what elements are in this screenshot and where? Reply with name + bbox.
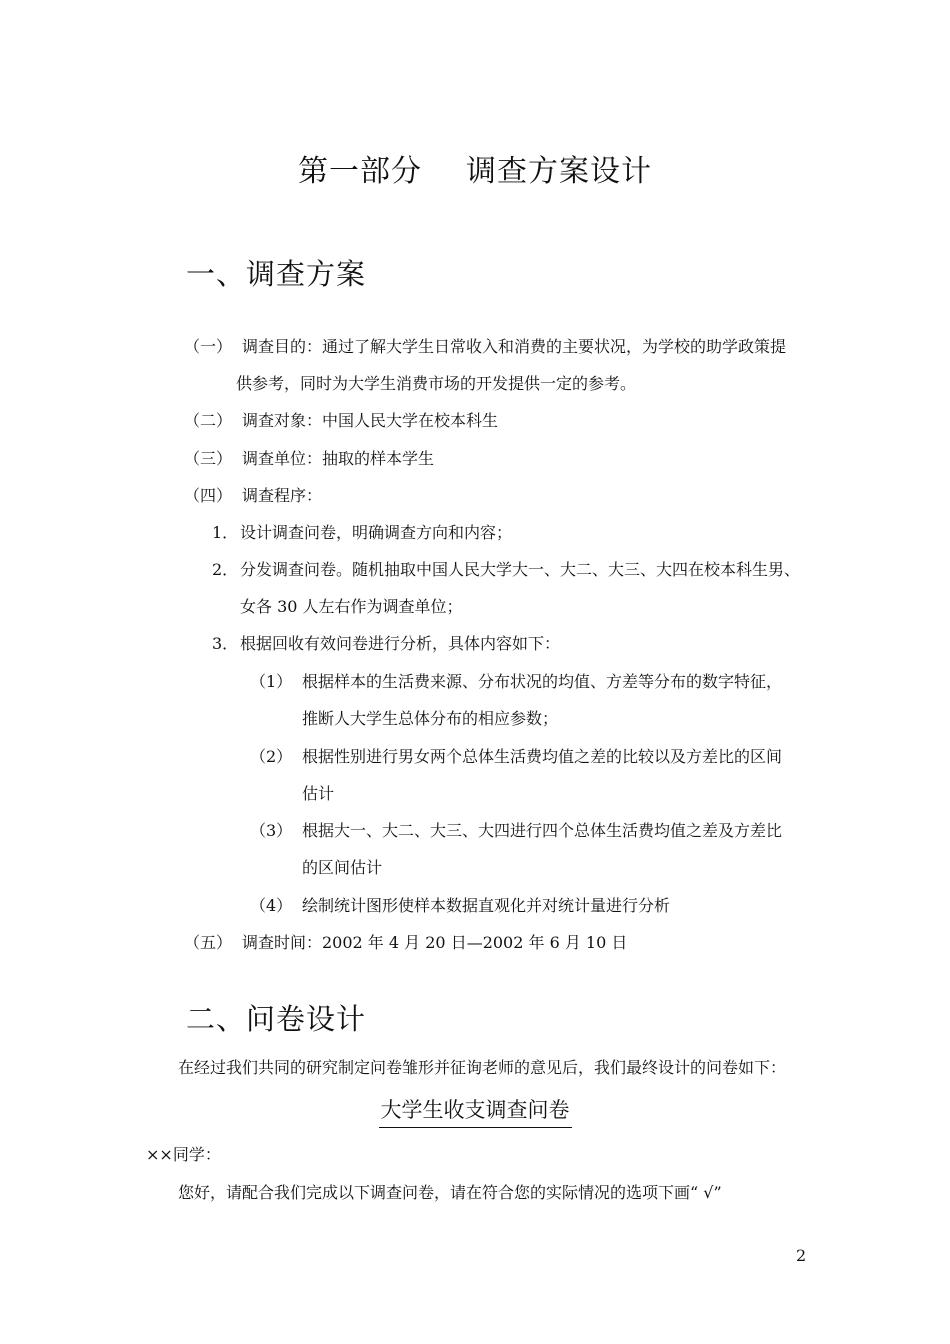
greeting: 您好，请配合我们完成以下调查问卷，请在符合您的实际情况的选项下画“ √”: [178, 1183, 722, 1202]
section-heading-1: 一、调查方案: [186, 257, 367, 291]
numbered-item-2-cont: 女各 30 人左右作为调查单位；: [240, 597, 463, 616]
sub-item-3: （3） 根据大一、大二、大三、大四进行四个总体生活费均值之差及方差比: [250, 821, 783, 840]
numbered-item-3: 3． 根据回收有效问卷进行分析，具体内容如下：: [212, 634, 561, 653]
item-5: （五） 调查时间：2002 年 4 月 20 日—2002 年 6 月 10 日: [184, 933, 628, 952]
sub-item-1-cont: 推断人大学生总体分布的相应参数；: [302, 709, 559, 728]
item-4: （四） 调查程序：: [184, 486, 323, 505]
part-title-a: 第一部分: [298, 154, 422, 189]
item-1: （一） 调查目的：通过了解大学生日常收入和消费的主要状况，为学校的助学政策提: [184, 337, 787, 356]
numbered-item-1: 1． 设计调查问卷，明确调查方向和内容；: [212, 523, 513, 542]
sub-item-4: （4） 绘制统计图形使样本数据直观化并对统计量进行分析: [250, 896, 671, 915]
salutation: ××同学：: [146, 1145, 221, 1164]
item-3: （三） 调查单位：抽取的样本学生: [184, 449, 435, 468]
part-title: [0, 146, 950, 190]
section-heading-2: 二、问卷设计: [186, 1002, 367, 1036]
sub-item-2-cont: 估计: [302, 784, 335, 803]
intro-paragraph: 在经过我们共同的研究制定问卷雏形并征询老师的意见后，我们最终设计的问卷如下：: [178, 1058, 787, 1077]
questionnaire-title: 大学生收支调查问卷: [0, 1094, 950, 1128]
item-2: （二） 调查对象：中国人民大学在校本科生: [184, 411, 499, 430]
page-number: 2: [796, 1246, 807, 1265]
sub-item-2: （2） 根据性别进行男女两个总体生活费均值之差的比较以及方差比的区间: [250, 747, 783, 766]
part-title-b: 调查方案设计: [466, 154, 652, 189]
item-1-cont: 供参考，同时为大学生消费市场的开发提供一定的参考。: [236, 374, 637, 393]
sub-item-1: （1） 根据样本的生活费来源、分布状况的均值、方差等分布的数字特征，: [250, 672, 783, 691]
sub-item-3-cont: 的区间估计: [302, 858, 383, 877]
numbered-item-2: 2． 分发调查问卷。随机抽取中国人民大学大一、大二、大三、大四在校本科生男、: [212, 560, 801, 579]
